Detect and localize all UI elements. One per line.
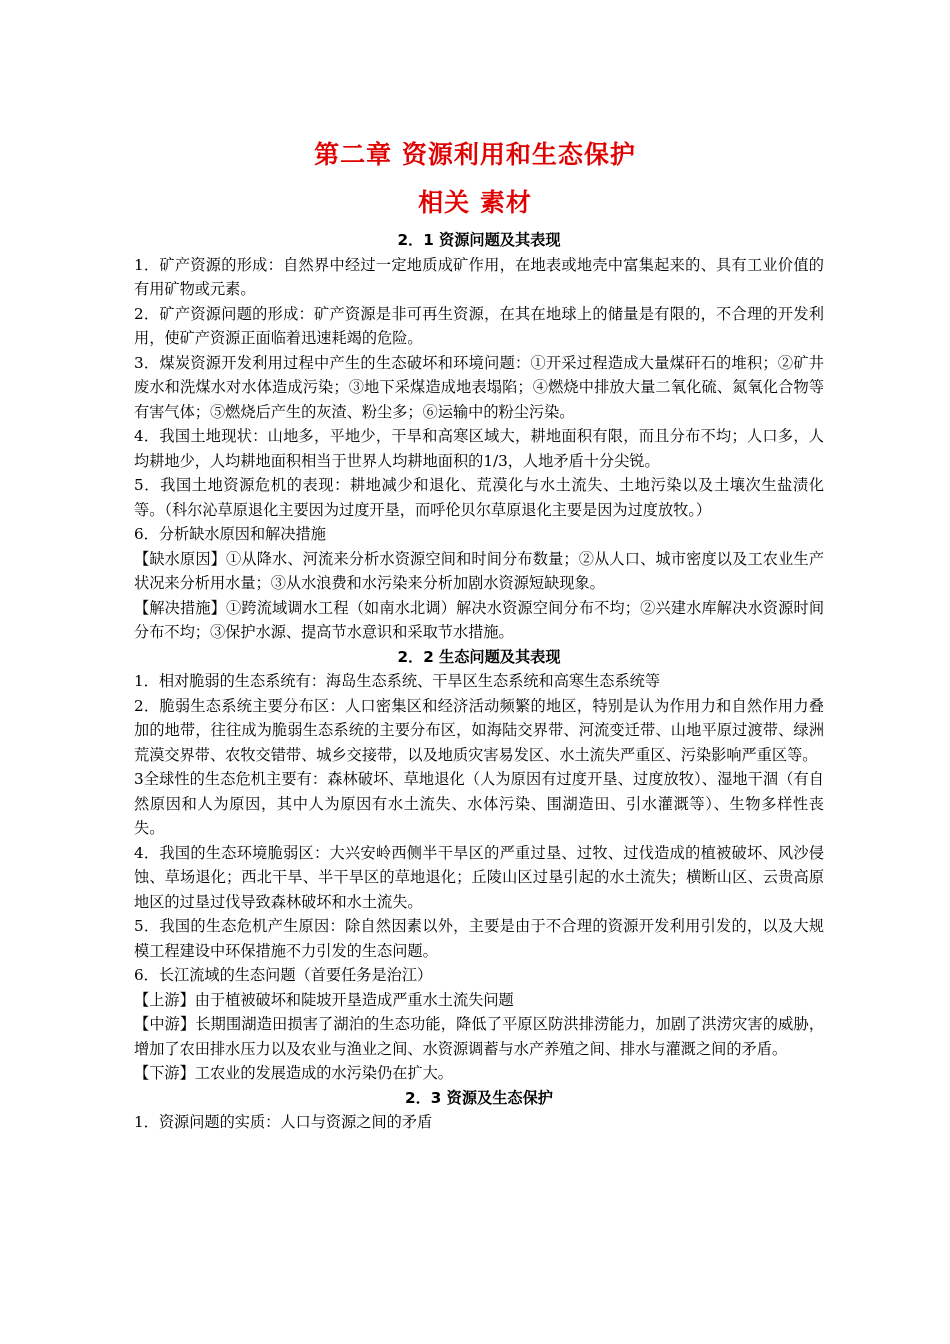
paragraph: 4．我国土地现状：山地多，平地少，干旱和高寒区域大，耕地面积有限，而且分布不均；人口多，人均耕地少，人均耕地面积相当于世界人均耕地面积的1/3，人地矛盾十分尖锐。 [134,427,824,470]
paragraph: 3全球性的生态危机主要有：森林破坏、草地退化（人为原因有过度开垦、过度放牧）、湿地干涸（有自然原因和人为原因，其中人为原因有水土流失、水体污染、围湖造田、引水灌溉等）、生物多样性丧失。 [134,770,824,837]
paragraph: 【下游】工农业的发展造成的水污染仍在扩大。 [134,1064,453,1082]
paragraph: 4．我国的生态环境脆弱区：大兴安岭西侧半干旱区的严重过垦、过牧、过伐造成的植被破坏、风沙侵蚀、草场退化；西北干旱、半干旱区的草地退化；丘陵山区过垦引起的水土流失；横断山区、云贵高原地区的过垦过伐导致森林破坏和水土流失。 [134,843,824,911]
document-title: 第二章 资源利用和生态保护 [314,140,636,169]
section-heading: 2．1 资源问题及其表现 [397,231,561,249]
section-heading: 2．2 生态问题及其表现 [397,647,561,666]
paragraph: 2．矿产资源问题的形成：矿产资源是非可再生资源，在其在地球上的储量是有限的，不合理的开发利用，使矿产资源正面临着迅速耗竭的危险。 [134,304,824,347]
paragraph: 1．矿产资源的形成：自然界中经过一定地质成矿作用，在地表或地壳中富集起来的、具有工业价值的有用矿物或元素。 [134,255,824,298]
paragraph: 1．资源问题的实质：人口与资源之间的矛盾 [134,1113,433,1131]
section-heading: 2．3 资源及生态保护 [405,1088,553,1107]
paragraph: 2．脆弱生态系统主要分布区：人口密集区和经济活动频繁的地区，特别是认为作用力和自然作用力叠加的地带，往往成为脆弱生态系统的主要分布区，如海陆交界带、河流变迁带、山地平原过渡带、绿洲荒漠交界带、农牧交错带、城乡交接带，以及地质灾害易发区、水土流失严重区、污染影响严重区等。 [134,696,824,764]
paragraph: 【中游】长期围湖造田损害了湖泊的生态功能，降低了平原区防洪排涝能力，加剧了洪涝灾害的威胁，增加了农田排水压力以及农业与渔业之间、水资源调蓄与水产养殖之间、排水与灌溉之间的矛盾。 [134,1015,824,1058]
paragraph: 【上游】由于植被破坏和陡坡开垦造成严重水土流失问题 [134,990,514,1009]
paragraph: 【解决措施】①跨流域调水工程（如南水北调）解决水资源空间分布不均；②兴建水库解决水资源时间分布不均；③保护水源、提高节水意识和采取节水措施。 [134,598,824,641]
paragraph: 3．煤炭资源开发利用过程中产生的生态破坏和环境问题：①开采过程造成大量煤矸石的堆积；②矿井废水和洗煤水对水体造成污染；③地下采煤造成地表塌陷；④燃烧中排放大量二氧化硫、氮氧化合物等有害气体；⑤燃烧后产生的灰渣、粉尘多；⑥运输中的粉尘污染。 [134,353,824,421]
document-subtitle: 相关 素材 [418,188,532,217]
paragraph: 6．长江流域的生态问题（首要任务是治江） [134,966,433,984]
paragraph: 5．我国的生态危机产生原因：除自然因素以外，主要是由于不合理的资源开发利用引发的，以及大规模工程建设中环保措施不力引发的生态问题。 [134,917,824,960]
document-body [134,228,824,1135]
paragraph: 1．相对脆弱的生态系统有：海岛生态系统、干旱区生态系统和高寒生态系统等 [134,672,661,690]
paragraph: 【缺水原因】①从降水、河流来分析水资源空间和时间分布数量；②从人口、城市密度以及工农业生产状况来分析用水量；③从水浪费和水污染来分析加剧水资源短缺现象。 [134,549,824,592]
paragraph: 5．我国土地资源危机的表现：耕地减少和退化、荒漠化与水土流失、土地污染以及土壤次生盐渍化等。（科尔沁草原退化主要因为过度开垦，而呼伦贝尔草原退化主要是因为过度放牧。） [134,476,824,519]
paragraph: 6．分析缺水原因和解决措施 [134,525,326,543]
